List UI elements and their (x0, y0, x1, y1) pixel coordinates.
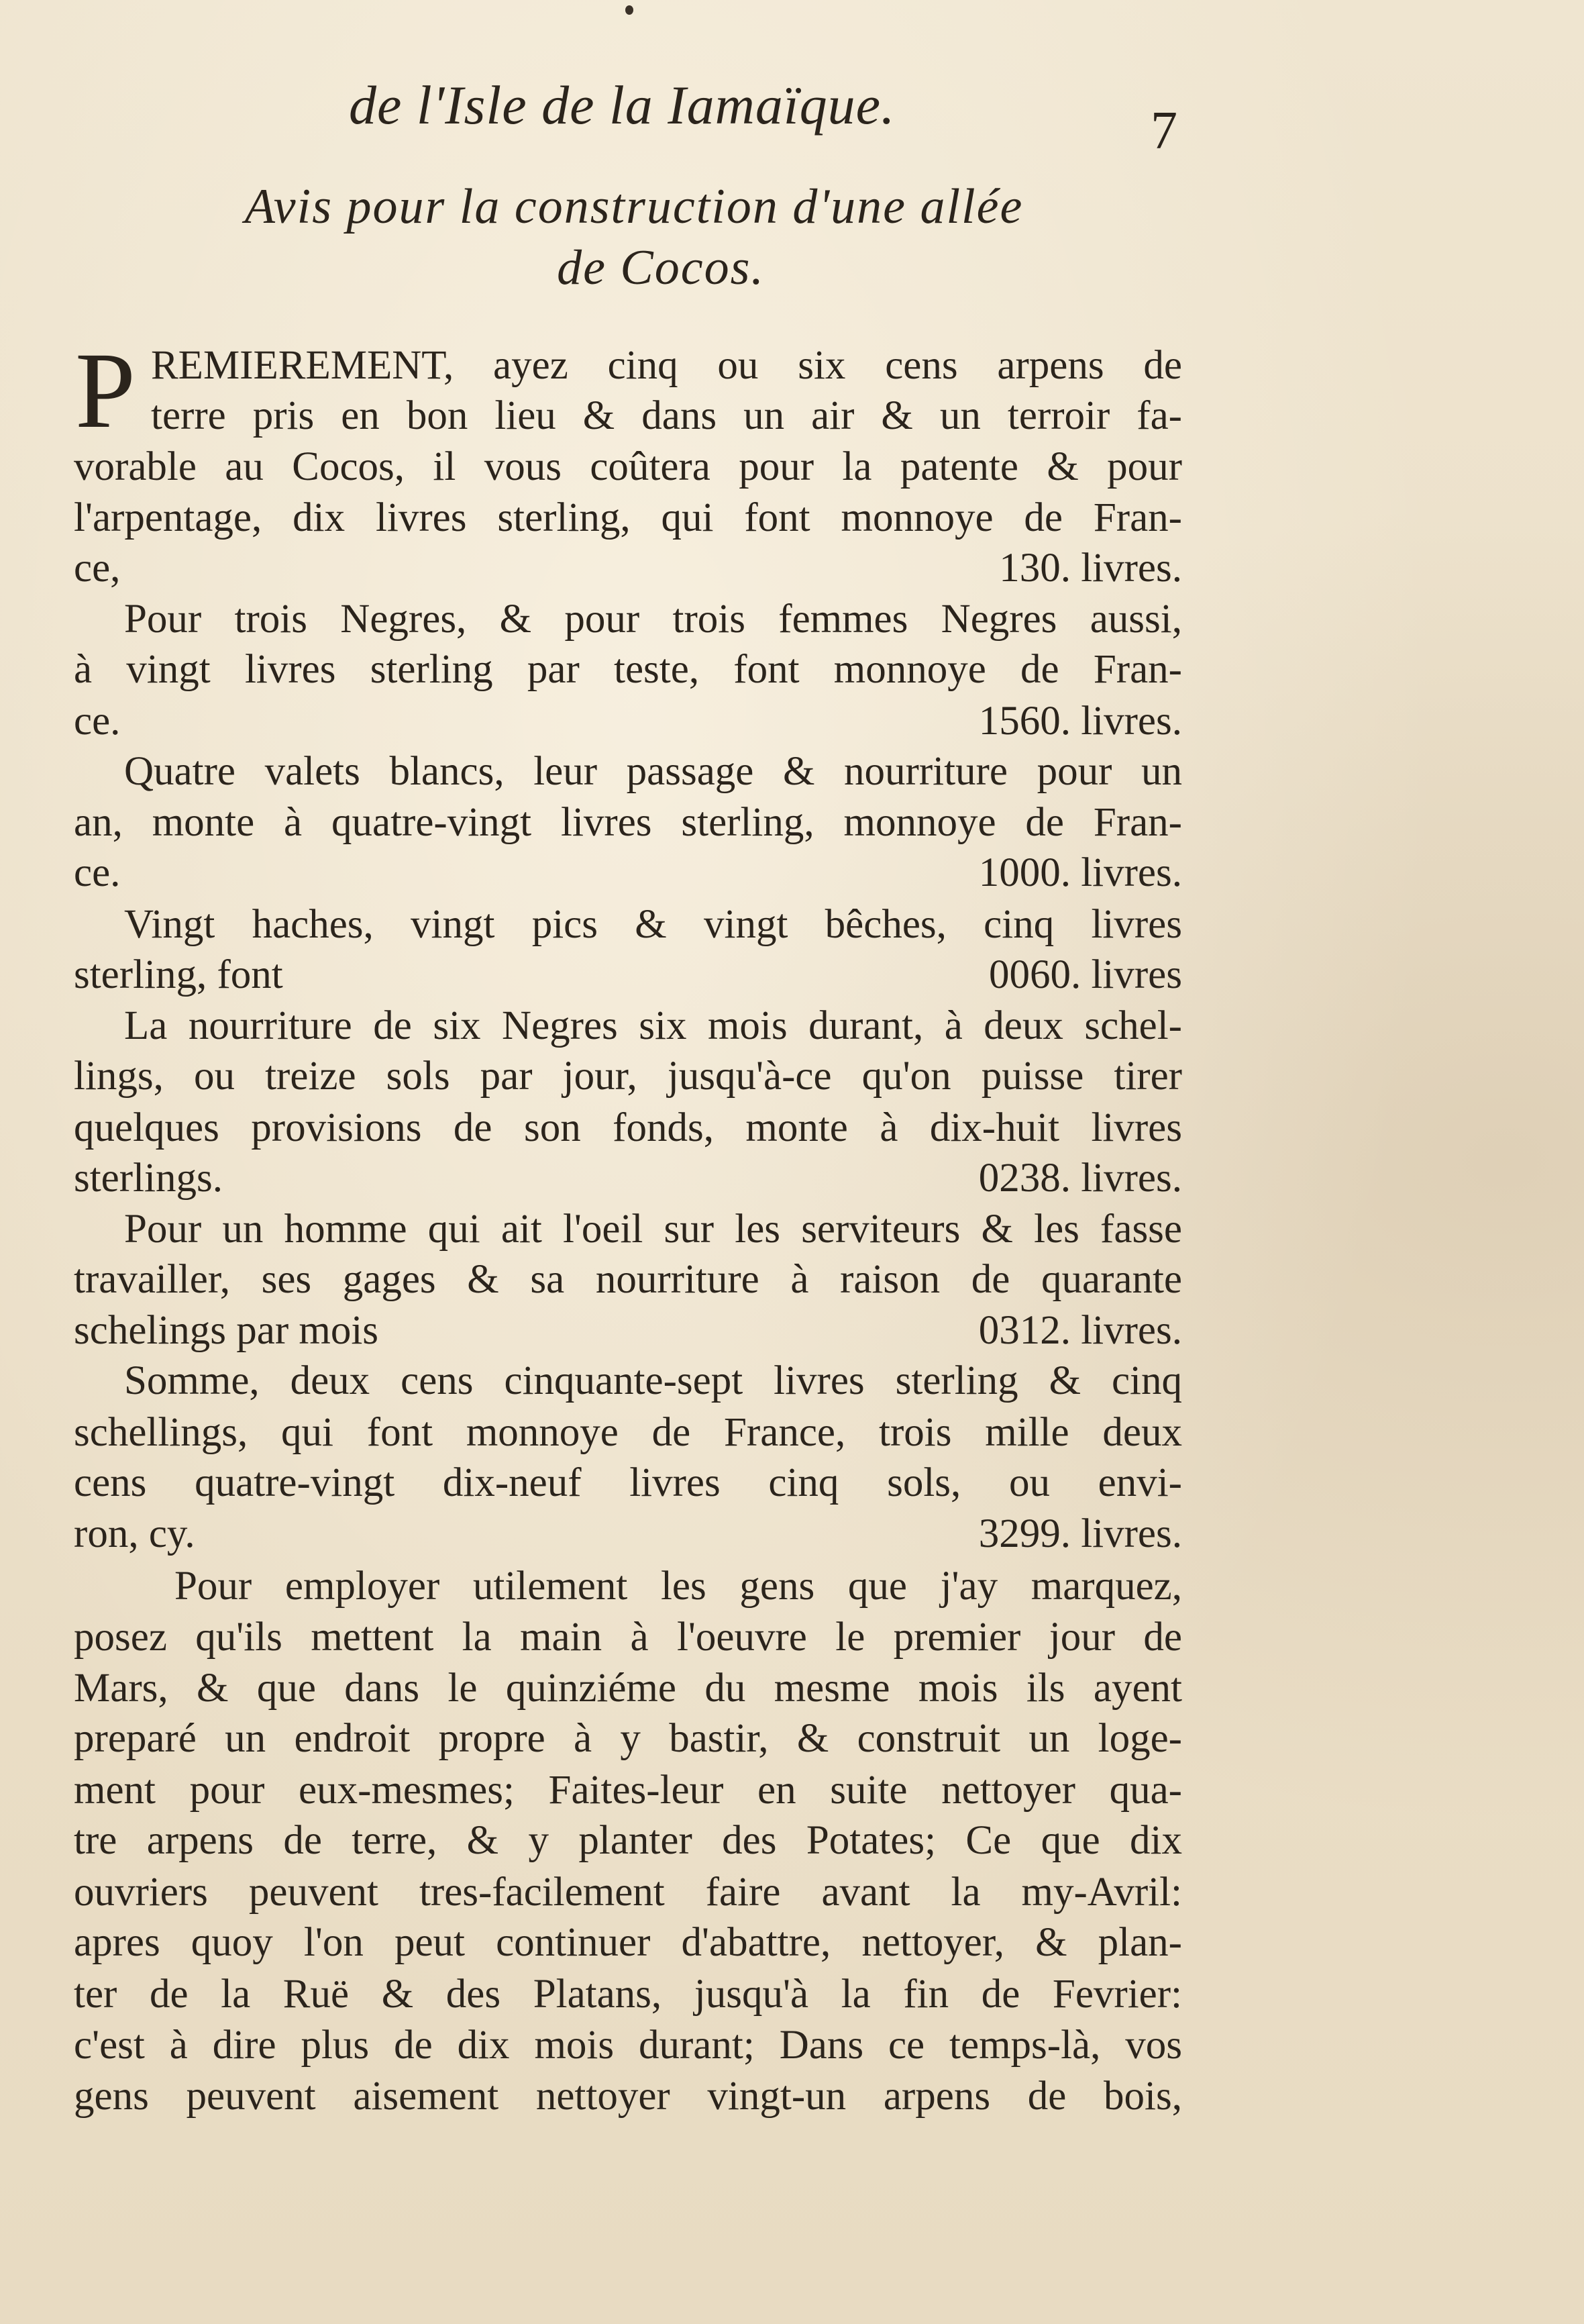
text-line (74, 1665, 1182, 1712)
section-heading-line-1: Avis pour la construction d'une allée (244, 179, 1024, 234)
line-text: ouvriers peuvent tres-facilement faire avant la my-Avril: (74, 1870, 1182, 1915)
text-line (74, 444, 1182, 491)
line-text: preparé un endroit propre à y bastir, & construit un loge- (74, 1716, 1182, 1761)
amount-livres: 0238. livres. (978, 1156, 1182, 1201)
text-line (74, 799, 1182, 846)
line-text: ron, cy. (74, 1511, 195, 1556)
text-line (74, 1511, 1182, 1558)
line-text: posez qu'ils mettent la main à l'oeuvre le premier jour de (74, 1615, 1182, 1660)
text-line (74, 1869, 1182, 1916)
line-text: l'arpentage, dix livres sterling, qui font monnoye de Fran- (74, 495, 1182, 540)
text-line (74, 1256, 1182, 1303)
line-text: ment pour eux-mesmes; Faites-leur en suite nettoyer qua- (74, 1768, 1182, 1813)
text-line (74, 545, 1182, 592)
line-text: ce. (74, 850, 121, 895)
text-line (74, 1105, 1182, 1152)
section-heading-line-2: de Cocos. (557, 240, 765, 295)
line-text: Pour un homme qui ait l'oeil sur les serviteurs & les fasse (124, 1207, 1182, 1252)
line-text: terre pris en bon lieu & dans un air & un terroir fa- (151, 393, 1182, 438)
line-text: c'est à dire plus de dix mois durant; Dans ce temps-là, vos (74, 2023, 1182, 2068)
text-line (74, 1614, 1182, 1661)
line-text: cens quatre-vingt dix-neuf livres cinq sols, ou envi- (74, 1460, 1182, 1505)
line-text: apres quoy l'on peut continuer d'abattre, nettoyer, & plan- (74, 1920, 1182, 1965)
text-line (74, 2022, 1182, 2069)
line-text: Vingt haches, vingt pics & vingt bêches, cinq livres (124, 902, 1182, 947)
line-text: tre arpens de terre, & y planter des Potates; Ce que dix (74, 1818, 1182, 1863)
line-text: REMIEREMENT, ayez cinq ou six cens arpens de (151, 343, 1182, 388)
line-text: schelings par mois (74, 1308, 379, 1353)
line-text: lings, ou treize sols par jour, jusqu'à-ce qu'on puisse tirer (74, 1054, 1182, 1099)
line-text: La nourriture de six Negres six mois durant, à deux schel- (124, 1003, 1182, 1048)
amount-livres: 0060. livres (988, 952, 1182, 997)
line-text: schellings, qui font monnoye de France, trois mille deux (74, 1410, 1182, 1455)
text-line (74, 495, 1182, 542)
amount-livres: 3299. livres. (978, 1511, 1182, 1556)
text-line (74, 1155, 1182, 1202)
page-number: 7 (1151, 101, 1177, 160)
line-text: ce. (74, 699, 121, 744)
text-line (74, 1460, 1182, 1507)
text-line (74, 1307, 1182, 1354)
line-text: ce, (74, 546, 121, 591)
text-line (74, 1409, 1182, 1456)
amount-livres: 0312. livres. (978, 1308, 1182, 1353)
line-text: an, monte à quatre-vingt livres sterling, monnoye de Fran- (74, 800, 1182, 845)
text-line (74, 850, 1182, 897)
running-head: de l'Isle de la Iamaïque. (349, 74, 896, 136)
text-line (74, 1817, 1182, 1864)
ink-dot (625, 5, 633, 15)
text-line (124, 1206, 1182, 1253)
text-line (124, 596, 1182, 643)
line-text: quelques provisions de son fonds, monte à dix-huit livres (74, 1105, 1182, 1150)
line-text: à vingt livres sterling par teste, font monnoye de Fran- (74, 647, 1182, 692)
text-line (174, 1563, 1182, 1610)
line-text: vorable au Cocos, il vous coûtera pour la patente & pour (74, 444, 1182, 489)
line-text: Pour employer utilement les gens que j'ay marquez, (174, 1564, 1182, 1609)
text-line (74, 952, 1182, 999)
line-text: ter de la Ruë & des Platans, jusqu'à la fin de Fevrier: (74, 1972, 1182, 2017)
amount-livres: 1000. livres. (978, 850, 1182, 895)
text-line (74, 646, 1182, 693)
line-text: travailler, ses gages & sa nourriture à raison de quarante (74, 1257, 1182, 1302)
text-line (74, 1053, 1182, 1100)
text-line (74, 2073, 1182, 2120)
text-line (151, 342, 1182, 389)
line-text: gens peuvent aisement nettoyer vingt-un arpens de bois, (74, 2074, 1182, 2119)
amount-livres: 130. livres. (999, 546, 1182, 591)
text-line (74, 698, 1182, 745)
text-line (124, 748, 1182, 795)
text-line (124, 1003, 1182, 1050)
text-line (74, 1919, 1182, 1966)
amount-livres: 1560. livres. (978, 699, 1182, 744)
text-line (151, 393, 1182, 440)
text-line (74, 1767, 1182, 1814)
text-line (74, 1971, 1182, 2018)
line-text: Somme, deux cens cinquante-sept livres sterling & cinq (124, 1358, 1182, 1403)
line-text: Quatre valets blancs, leur passage & nourriture pour un (124, 749, 1182, 794)
line-text: sterlings. (74, 1156, 223, 1201)
text-line (124, 1358, 1182, 1405)
line-text: Mars, & que dans le quinziéme du mesme mois ils ayent (74, 1666, 1182, 1711)
drop-initial: P (75, 331, 136, 451)
text-line (124, 901, 1182, 948)
line-text: Pour trois Negres, & pour trois femmes Negres aussi, (124, 597, 1182, 642)
text-line (74, 1715, 1182, 1762)
line-text: sterling, font (74, 952, 283, 997)
